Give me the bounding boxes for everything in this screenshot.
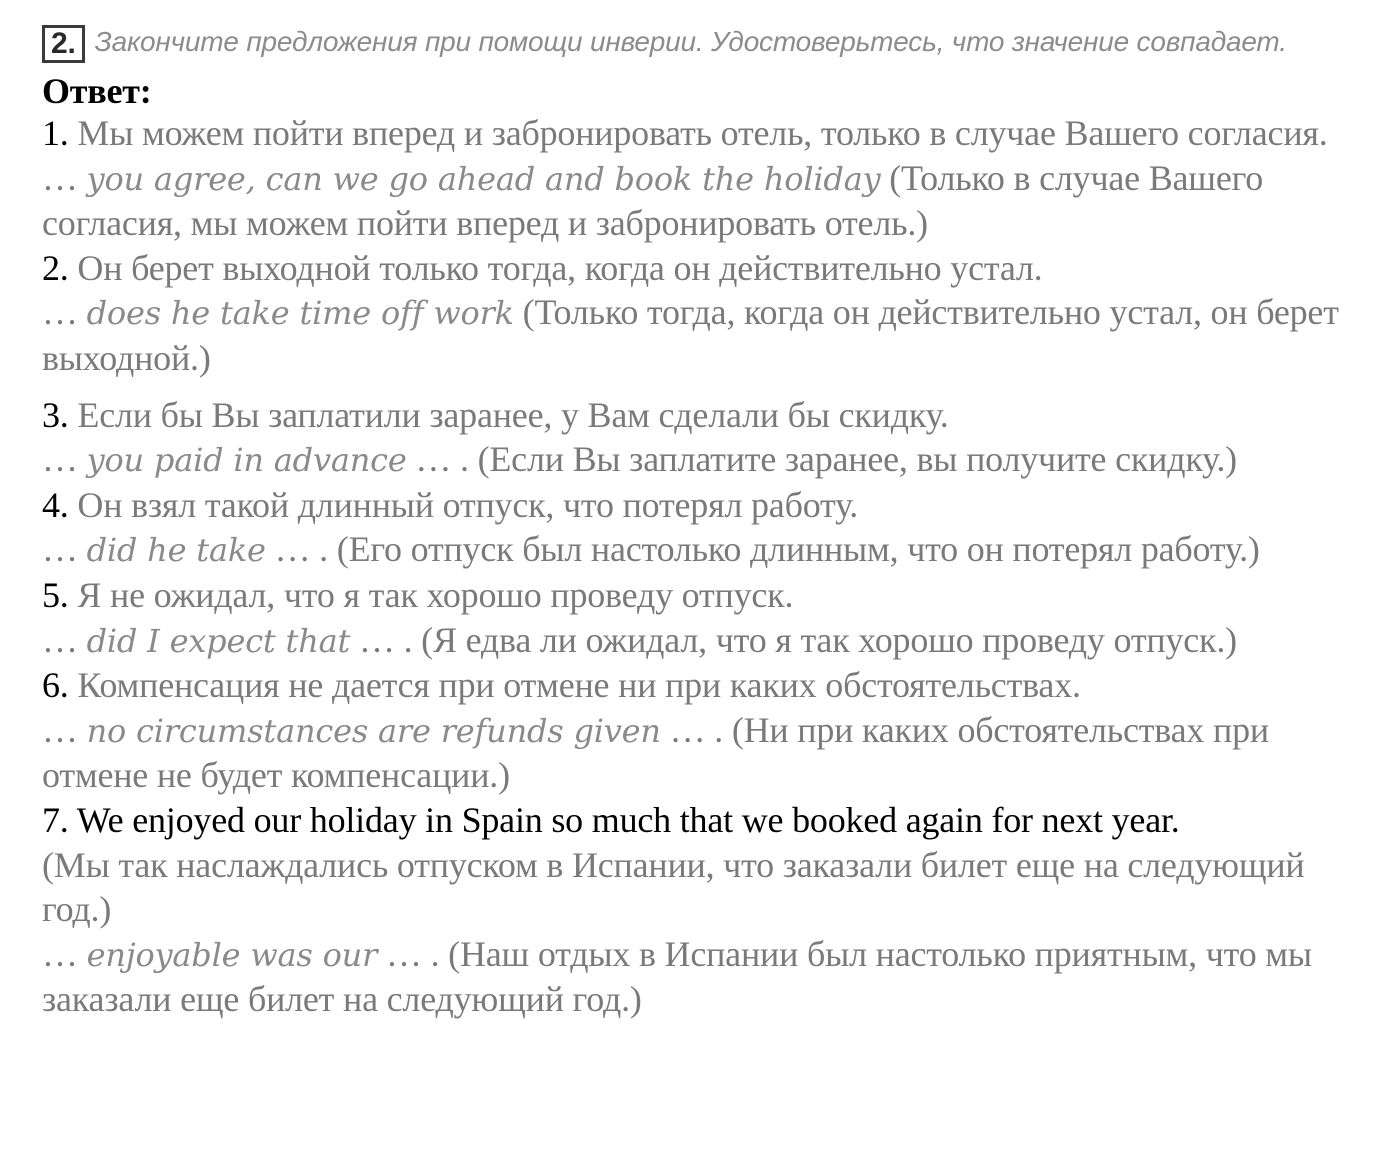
item-answer-italic: did I expect that: [86, 621, 351, 660]
answer-item-7: [42, 798, 1342, 1022]
answer-item-2: [42, 246, 1342, 381]
item-answer: [42, 290, 1342, 380]
item-answer-italic: you agree, can we go ahead and book the holiday: [86, 159, 881, 198]
item-russian-sentence: Я не ожидал, что я так хорошо проведу отпуск.: [68, 574, 794, 615]
task-header: [42, 22, 1342, 63]
ellipsis: …: [42, 292, 87, 333]
item-answer-translation: … . (Ни при каких обстоятельствах при отмене не будет компенсации.): [42, 709, 1269, 796]
item-sentence: [42, 246, 1342, 291]
ellipsis: …: [42, 439, 87, 480]
item-answer-italic: does he take time off work: [86, 294, 514, 333]
item-answer-translation: … . (Наш отдых в Испании был настолько приятным, что мы заказали еще билет на следующий год.): [42, 933, 1312, 1020]
answer-item-1: [42, 111, 1342, 246]
answer-item-5: [42, 573, 1342, 663]
item-answer: [42, 527, 1342, 573]
item-russian-sentence: Мы можем пойти вперед и забронировать отель, только в случае Вашего согласия.: [68, 113, 1328, 153]
ellipsis: …: [42, 933, 87, 974]
task-instruction: Закончите предложения при помощи инверии. Удостоверьтесь, что значение совпадает.: [94, 26, 1287, 57]
item-answer-translation: … . (Если Вы заплатите заранее, вы получите скидку.): [406, 439, 1237, 480]
item-sentence: [42, 663, 1342, 708]
item-sentence: [42, 798, 1342, 843]
item-answer-translation: (Только в случае Вашего согласия, мы можем пойти вперед и забронировать отель.): [42, 157, 1264, 244]
item-russian-sentence: Он берет выходной только тогда, когда он действительно устал.: [68, 247, 1043, 288]
item-answer-translation: (Только тогда, когда он действительно устал, он берет выходной.): [42, 292, 1339, 378]
item-answer-translation: … . (Я едва ли ожидал, что я так хорошо проведу отпуск.): [350, 619, 1237, 660]
item-answer-translation: … . (Его отпуск был настолько длинным, что он потерял работу.): [265, 529, 1260, 570]
item-number: 2.: [42, 247, 69, 288]
answer-label: Ответ:: [42, 71, 152, 111]
item-translation: (Мы так наслаждались отпуском в Испании, что заказали билет еще на следующий год.): [42, 844, 1305, 930]
item-number: 6.: [42, 665, 69, 706]
item-number: 3.: [42, 394, 69, 435]
spacer: [42, 381, 1342, 393]
item-russian-sentence: Компенсация не дается при отмене ни при каких обстоятельствах.: [68, 665, 1081, 706]
item-sentence: [42, 393, 1342, 438]
item-sentence: [42, 483, 1342, 528]
ellipsis: …: [42, 709, 87, 750]
item-answer-italic: no circumstances are refunds given: [86, 711, 661, 750]
item-english-sentence: We enjoyed our holiday in Spain so much that we booked again for next year.: [68, 799, 1180, 840]
answer-item-6: [42, 663, 1342, 798]
item-answer: [42, 708, 1342, 798]
item-sentence: [42, 111, 1342, 156]
item-answer-italic: did he take: [86, 531, 266, 570]
item-number: 4.: [42, 484, 69, 525]
item-russian-sentence: Он взял такой длинный отпуск, что потерял работу.: [68, 484, 859, 525]
item-answer: [42, 618, 1342, 664]
item-answer: [42, 437, 1342, 483]
item-answer-italic: you paid in advance: [86, 441, 407, 480]
answer-item-3: [42, 393, 1342, 483]
item-russian-sentence: Если бы Вы заплатили заранее, у Вам сделали бы скидку.: [68, 394, 949, 435]
ellipsis: …: [42, 619, 87, 660]
ellipsis: …: [42, 529, 87, 570]
item-sentence: [42, 573, 1342, 618]
answer-item-4: [42, 483, 1342, 573]
task-number-box: 2.: [42, 25, 85, 63]
item-number: 1.: [42, 113, 69, 153]
item-answer: [42, 932, 1342, 1022]
item-answer: [42, 156, 1342, 246]
item-number: 7.: [42, 799, 69, 840]
exercise-page: [42, 22, 1342, 1022]
item-answer-italic: enjoyable was our: [86, 935, 378, 974]
ellipsis: …: [42, 157, 87, 198]
item-number: 5.: [42, 574, 69, 615]
